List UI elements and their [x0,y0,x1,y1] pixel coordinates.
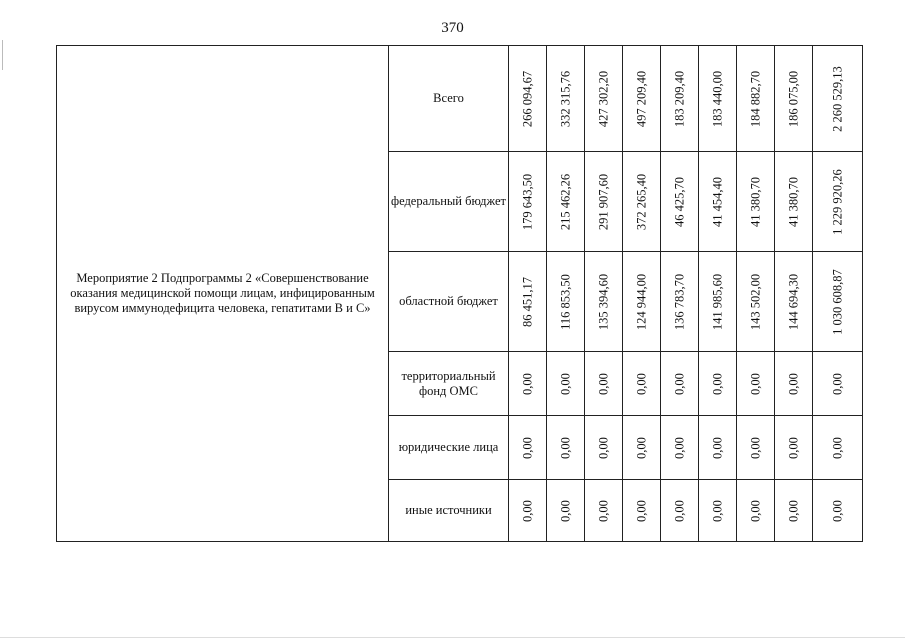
value-cell [547,416,585,480]
value-cell [585,352,623,416]
value-text: 86 451,17 [520,276,534,327]
value-cell [737,416,775,480]
value-text: 0,00 [520,372,534,395]
value-text: 116 853,50 [558,273,572,330]
value-text: 183 209,40 [672,70,686,127]
table-body [57,46,863,542]
value-text: 266 094,67 [520,70,534,127]
value-text: 46 425,70 [672,176,686,227]
value-text: 0,00 [558,499,572,522]
value-cell [813,46,863,152]
source-cell: юридические лица [389,416,509,480]
value-text: 124 944,00 [634,273,648,330]
value-cell [585,46,623,152]
value-cell [699,480,737,542]
value-text: 0,00 [520,499,534,522]
value-text: 1 030 608,87 [830,268,844,335]
page-number: 370 [441,20,464,36]
source-cell: областной бюджет [389,252,509,352]
value-cell [509,480,547,542]
value-cell [623,152,661,252]
value-cell [775,252,813,352]
source-cell: федеральный бюджет [389,152,509,252]
value-cell [813,480,863,542]
source-cell: Всего [389,46,509,152]
value-cell [547,480,585,542]
value-cell [813,352,863,416]
value-text: 41 380,70 [748,176,762,227]
value-cell [585,416,623,480]
value-text: 0,00 [710,436,724,459]
value-cell [775,352,813,416]
value-text: 0,00 [786,372,800,395]
value-cell [509,46,547,152]
source-cell: иные источники [389,480,509,542]
value-cell [509,352,547,416]
value-cell [661,416,699,480]
value-cell [737,352,775,416]
value-cell [699,352,737,416]
value-text: 144 694,30 [786,273,800,330]
value-text: 1 229 920,26 [830,168,844,235]
value-text: 291 907,60 [596,173,610,230]
value-cell [775,46,813,152]
value-text: 136 783,70 [672,273,686,330]
value-cell [775,416,813,480]
value-text: 41 380,70 [786,176,800,227]
value-text: 186 075,00 [786,70,800,127]
table-row [57,46,863,152]
value-cell [775,152,813,252]
value-cell [623,46,661,152]
value-text: 0,00 [748,499,762,522]
value-cell [775,480,813,542]
value-text: 183 440,00 [710,70,724,127]
value-cell [547,152,585,252]
value-text: 0,00 [786,436,800,459]
value-cell [585,480,623,542]
scan-mark-left [2,40,3,70]
value-text: 143 502,00 [748,273,762,330]
value-cell [623,352,661,416]
value-text: 0,00 [520,436,534,459]
value-text: 332 315,76 [558,70,572,127]
value-cell [623,480,661,542]
value-cell [509,252,547,352]
value-cell [509,152,547,252]
value-cell [737,152,775,252]
value-text: 2 260 529,13 [830,65,844,132]
value-cell [509,416,547,480]
value-cell [661,480,699,542]
value-cell [547,352,585,416]
value-cell [585,252,623,352]
value-text: 0,00 [634,436,648,459]
value-cell [547,46,585,152]
value-text: 0,00 [672,372,686,395]
value-text: 0,00 [748,436,762,459]
value-cell [813,152,863,252]
value-cell [813,252,863,352]
value-text: 0,00 [786,499,800,522]
value-text: 0,00 [710,372,724,395]
value-cell [661,152,699,252]
value-text: 0,00 [634,499,648,522]
value-text: 0,00 [830,499,844,522]
value-text: 0,00 [634,372,648,395]
value-text: 141 985,60 [710,273,724,330]
value-cell [547,252,585,352]
value-text: 0,00 [748,372,762,395]
value-text: 135 394,60 [596,273,610,330]
value-cell [699,252,737,352]
value-text: 0,00 [830,372,844,395]
value-cell [737,252,775,352]
budget-table [56,45,863,542]
value-text: 41 454,40 [710,176,724,227]
value-cell [699,152,737,252]
value-cell [661,352,699,416]
value-cell [623,252,661,352]
value-text: 0,00 [558,436,572,459]
value-text: 184 882,70 [748,70,762,127]
value-cell [699,46,737,152]
value-cell [813,416,863,480]
value-text: 0,00 [558,372,572,395]
value-text: 215 462,26 [558,173,572,230]
value-text: 0,00 [596,372,610,395]
value-cell [585,152,623,252]
source-cell: территориальный фонд ОМС [389,352,509,416]
value-text: 0,00 [830,436,844,459]
value-text: 497 209,40 [634,70,648,127]
value-cell [661,252,699,352]
value-cell [699,416,737,480]
value-text: 0,00 [710,499,724,522]
value-cell [623,416,661,480]
value-text: 179 643,50 [520,173,534,230]
value-text: 427 302,20 [596,70,610,127]
value-text: 0,00 [672,499,686,522]
value-text: 0,00 [596,499,610,522]
value-text: 0,00 [672,436,686,459]
value-cell [737,46,775,152]
value-text: 372 265,40 [634,173,648,230]
scan-mark-bottom [0,637,905,638]
value-cell [661,46,699,152]
value-text: 0,00 [596,436,610,459]
value-cell [737,480,775,542]
event-title: Мероприятие 2 Подпрограммы 2 «Совершенствование оказания медицинской помощи лицам, инфицированным вирусом иммунодефицита человека, гепатитами В и С» [57,46,389,542]
